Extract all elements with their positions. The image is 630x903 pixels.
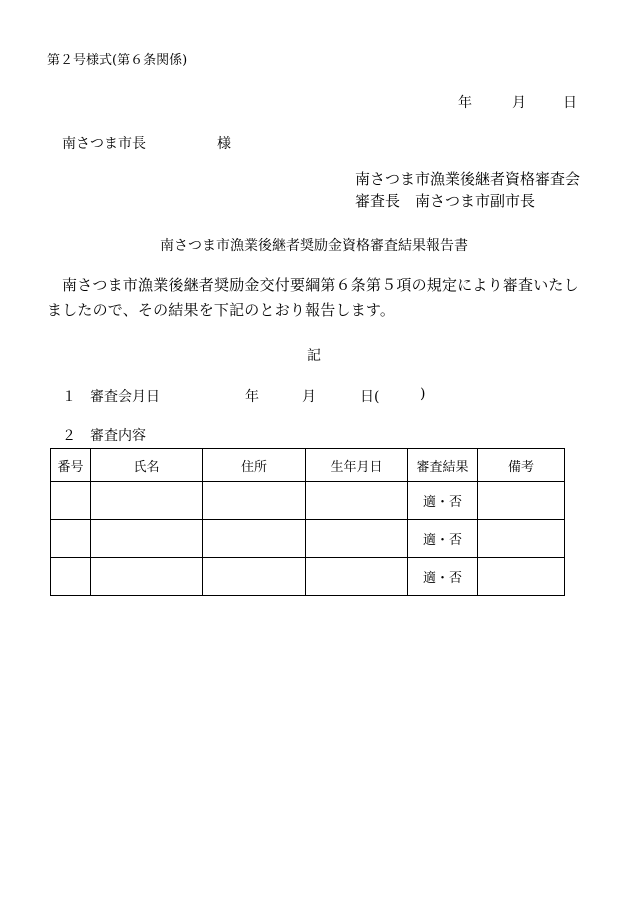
item2-number: ２ xyxy=(62,428,76,444)
cell-address xyxy=(203,558,306,596)
document-title: 南さつま市漁業後継者奨励金資格審査結果報告書 xyxy=(160,238,468,254)
table-row xyxy=(51,558,565,596)
cell-address xyxy=(203,482,306,520)
cell-address xyxy=(203,520,306,558)
cell-result: 適・否 xyxy=(408,558,478,596)
date-year: 年 xyxy=(458,95,472,111)
cell-name xyxy=(91,520,203,558)
cell-remarks xyxy=(478,482,565,520)
item-meeting-date xyxy=(62,386,426,406)
review-table xyxy=(50,448,565,596)
item1-year: 年 xyxy=(245,389,259,405)
table-row xyxy=(51,520,565,558)
sender-organization: 南さつま市漁業後継者資格審査会 xyxy=(355,170,581,188)
cell-birthdate xyxy=(306,558,408,596)
cell-remarks xyxy=(478,558,565,596)
item1-month: 月 xyxy=(302,389,316,405)
item1-paren-close: ) xyxy=(420,386,426,402)
sender-person: 審査長 南さつま市副市長 xyxy=(355,192,536,210)
date-day: 日 xyxy=(563,95,577,111)
addressee-honorific: 様 xyxy=(217,136,231,152)
cell-result: 適・否 xyxy=(408,520,478,558)
header-name: 氏名 xyxy=(91,449,203,482)
item1-number: １ xyxy=(62,389,76,405)
cell-birthdate xyxy=(306,520,408,558)
ki-heading: 記 xyxy=(307,348,321,364)
body-paragraph: 南さつま市漁業後継者奨励金交付要綱第６条第５項の規定により審査いたしましたので、その結果を下記のとおり報告します。 xyxy=(47,276,579,319)
addressee xyxy=(62,133,231,153)
item-review-content xyxy=(62,425,146,445)
date-month: 月 xyxy=(512,95,526,111)
cell-birthdate xyxy=(306,482,408,520)
header-number: 番号 xyxy=(51,449,91,482)
header-remarks: 備考 xyxy=(478,449,565,482)
cell-result: 適・否 xyxy=(408,482,478,520)
table-row xyxy=(51,482,565,520)
cell-number xyxy=(51,520,91,558)
cell-number xyxy=(51,558,91,596)
item1-day: 日( xyxy=(360,389,380,405)
cell-name xyxy=(91,482,203,520)
cell-number xyxy=(51,482,91,520)
header-result: 審査結果 xyxy=(408,449,478,482)
cell-name xyxy=(91,558,203,596)
form-number: 第２号様式(第６条関係) xyxy=(47,53,188,68)
item2-label: 審査内容 xyxy=(90,428,146,444)
header-birthdate: 生年月日 xyxy=(306,449,408,482)
addressee-name: 南さつま市長 xyxy=(62,136,146,152)
table-header-row xyxy=(51,449,565,482)
cell-remarks xyxy=(478,520,565,558)
header-address: 住所 xyxy=(203,449,306,482)
item1-label: 審査会月日 xyxy=(90,389,160,405)
date-line xyxy=(458,92,577,112)
